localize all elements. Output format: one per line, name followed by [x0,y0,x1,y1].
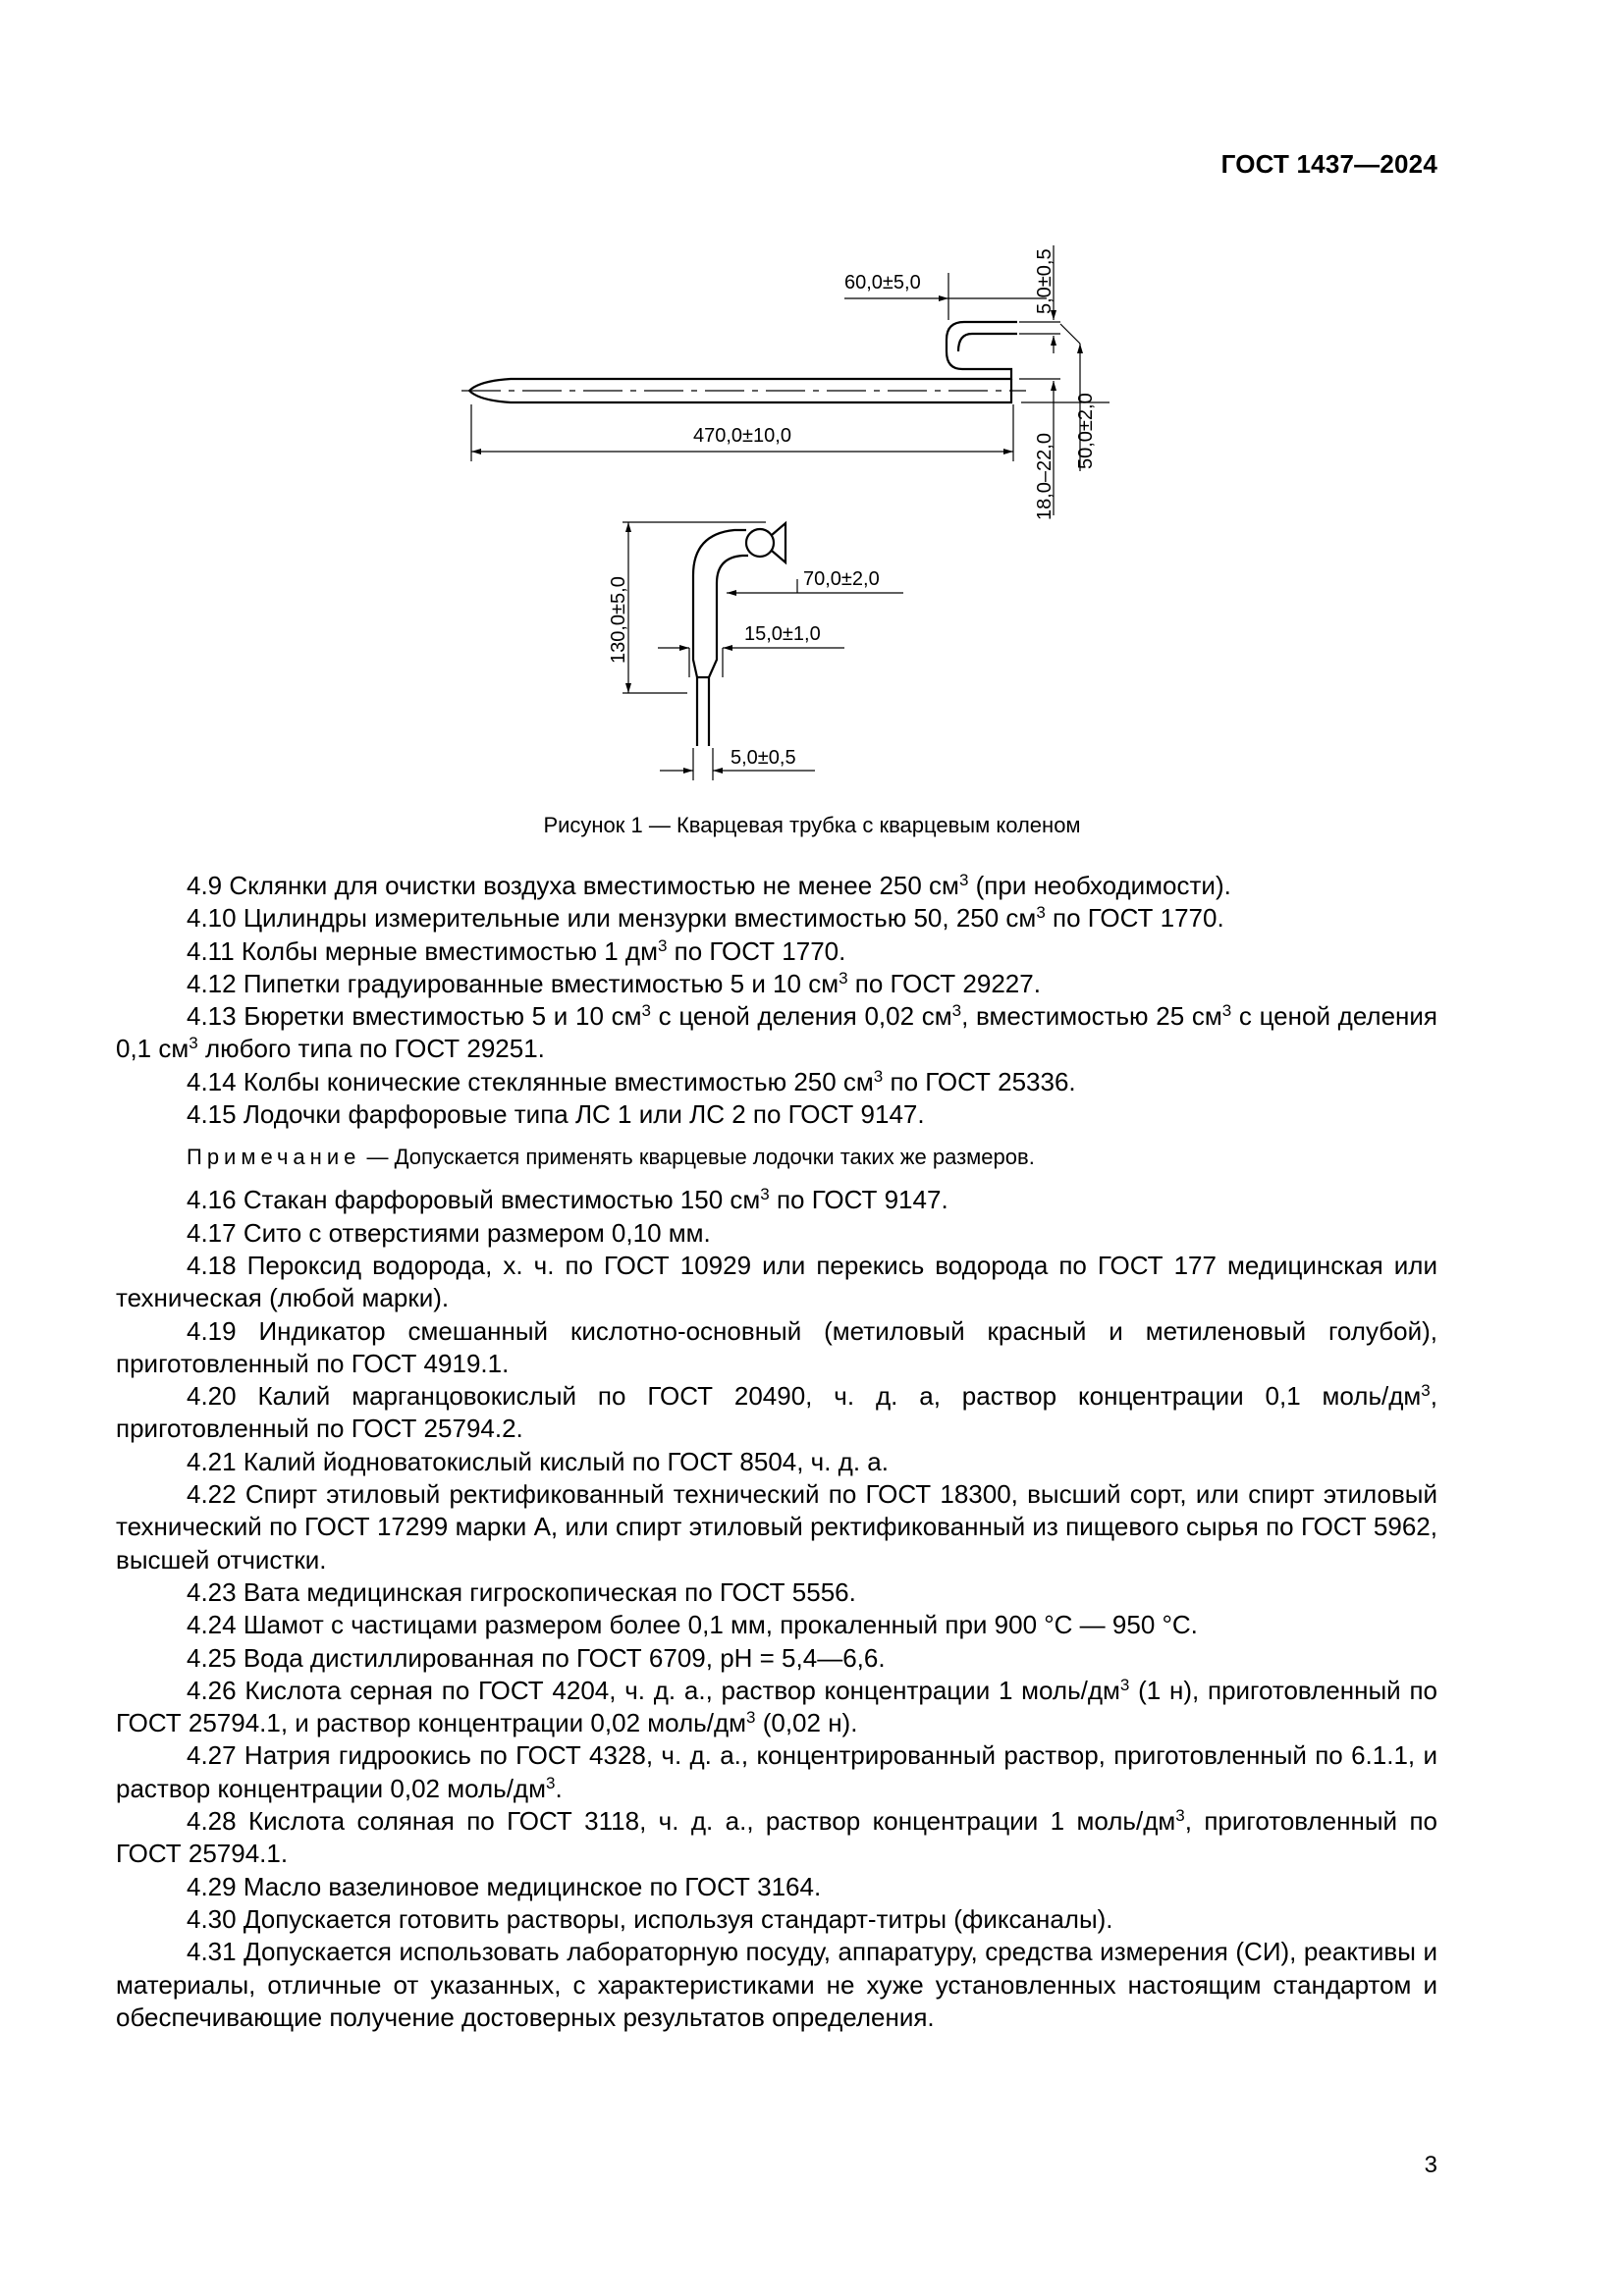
dim-470: 470,0±10,0 [693,425,791,447]
dim-18-22: 18,0–22,0 [1034,433,1056,520]
note [116,1143,1437,1172]
figure-caption: Рисунок 1 — Кварцевая трубка с кварцевым коленом [543,813,1081,837]
item-4-18: 4.18 Пероксид водорода, х. ч. по ГОСТ 10929 или перекись водорода по ГОСТ 177 медицинская или техническая (любой марки). [116,1250,1437,1313]
item-4-16: 4.16 Стакан фарфоровый вместимостью 150 $см^3$ по ГОСТ 9147. [187,1185,948,1215]
dim-50: 50,0±2,0 [1075,393,1097,469]
document-body [116,870,1437,2034]
page-number: 3 [1424,2152,1437,2178]
dim-70: 70,0±2,0 [803,568,880,590]
item-4-27: 4.27 Натрия гидроокись по ГОСТ 4328, ч. д. а., концентрированный раствор, приготовленный по 6.1.1, и раствор концентрации 0,02 моль/$дм^3$. [116,1740,1437,1803]
item-4-11: 4.11 Колбы мерные вместимостью 1 $дм^3$ по ГОСТ 1770. [187,935,846,966]
item-4-29: 4.29 Масло вазелиновое медицинское по ГОСТ 3164. [187,1871,822,1901]
figure-drawing [0,0,1624,805]
note-label: Примечание [187,1145,361,1170]
note-text: — Допускается применять кварцевые лодочки таких же размеров. [360,1145,1035,1170]
dim-130: 130,0±5,0 [608,576,629,664]
document-header: ГОСТ 1437—2024 [1220,149,1437,179]
item-4-23: 4.23 Вата медицинская гигроскопическая по ГОСТ 5556. [187,1576,856,1607]
item-4-15: 4.15 Лодочки фарфоровые типа ЛС 1 или ЛС 2 по ГОСТ 9147. [187,1099,925,1130]
item-4-26: 4.26 Кислота серная по ГОСТ 4204, ч. д. а., раствор концентрации 1 моль/$дм^3$ (1 н), приготовленный по ГОСТ 25794.1, и раствор концентрации 0,02 моль/$дм^3$ (0,02 н). [116,1675,1437,1738]
item-4-21: 4.21 Калий йодноватокислый кислый по ГОСТ 8504, ч. д. а. [187,1446,889,1476]
item-4-22: 4.22 Спирт этиловый ректификованный технический по ГОСТ 18300, высший сорт, или спирт этиловый технический по ГОСТ 17299 марки А, или спирт этиловый ректификованный из пищевого сырья по ГОСТ 5962, высшей отчистки. [116,1479,1437,1575]
figure-quartz-tube [0,0,1624,810]
item-4-28: 4.28 Кислота соляная по ГОСТ 3118, ч. д. а., раствор концентрации 1 моль/$дм^3$, приготовленный по ГОСТ 25794.1. [116,1806,1437,1869]
dim-60: 60,0±5,0 [844,272,921,294]
item-4-20: 4.20 Калий марганцовокислый по ГОСТ 20490, ч. д. а, раствор концентрации 0,1 моль/$дм^3$, приготовленный по ГОСТ 25794.2. [116,1381,1437,1444]
item-4-12: 4.12 Пипетки градуированные вместимостью 5 и 10 $см^3$ по ГОСТ 29227. [187,968,1041,998]
item-4-17: 4.17 Сито с отверстиями размером 0,10 мм. [187,1217,711,1248]
item-4-13: 4.13 Бюретки вместимостью 5 и 10 $см^3$ с ценой деления 0,02 $см^3$, вместимостью 25 $см^3$ с ценой деления 0,1 $см^3$ любого типа по ГОСТ 29251. [116,1001,1438,1064]
item-4-31: 4.31 Допускается использовать лабораторную посуду, аппаратуру, средства измерения (СИ), реактивы и материалы, отличные от указанных, с характеристиками не хуже установленных настоящим стандартом и обеспечивающие получение достоверных результатов определения. [116,1937,1437,2032]
upper-tube-drawing [461,245,1110,515]
dim-5-vertical: 5,0±0,5 [1034,248,1056,314]
item-4-14: 4.14 Колбы конические стеклянные вместимостью 250 $см^3$ по ГОСТ 25336. [187,1066,1076,1096]
dim-5-horizontal: 5,0±0,5 [731,747,796,769]
item-4-19: 4.19 Индикатор смешанный кислотно-основный (метиловый красный и метиленовый голубой), приготовленный по ГОСТ 4919.1. [116,1315,1437,1378]
item-4-24: 4.24 Шамот с частицами размером более 0,1 мм, прокаленный при 900 °С — 950 °С. [187,1610,1198,1640]
item-4-9: 4.9 Склянки для очистки воздуха вместимостью не менее 250 $см^3$ (при необходимости). [187,871,1231,900]
elbow-drawing [623,522,903,780]
item-4-30: 4.30 Допускается готовить растворы, используя стандарт-титры (фиксаналы). [187,1903,1113,1934]
item-4-25: 4.25 Вода дистиллированная по ГОСТ 6709, pH = 5,4—6,6. [187,1642,886,1673]
item-4-10: 4.10 Цилиндры измерительные или мензурки вместимостью 50, 250 $см^3$ по ГОСТ 1770. [187,903,1224,934]
dim-15: 15,0±1,0 [744,623,821,645]
